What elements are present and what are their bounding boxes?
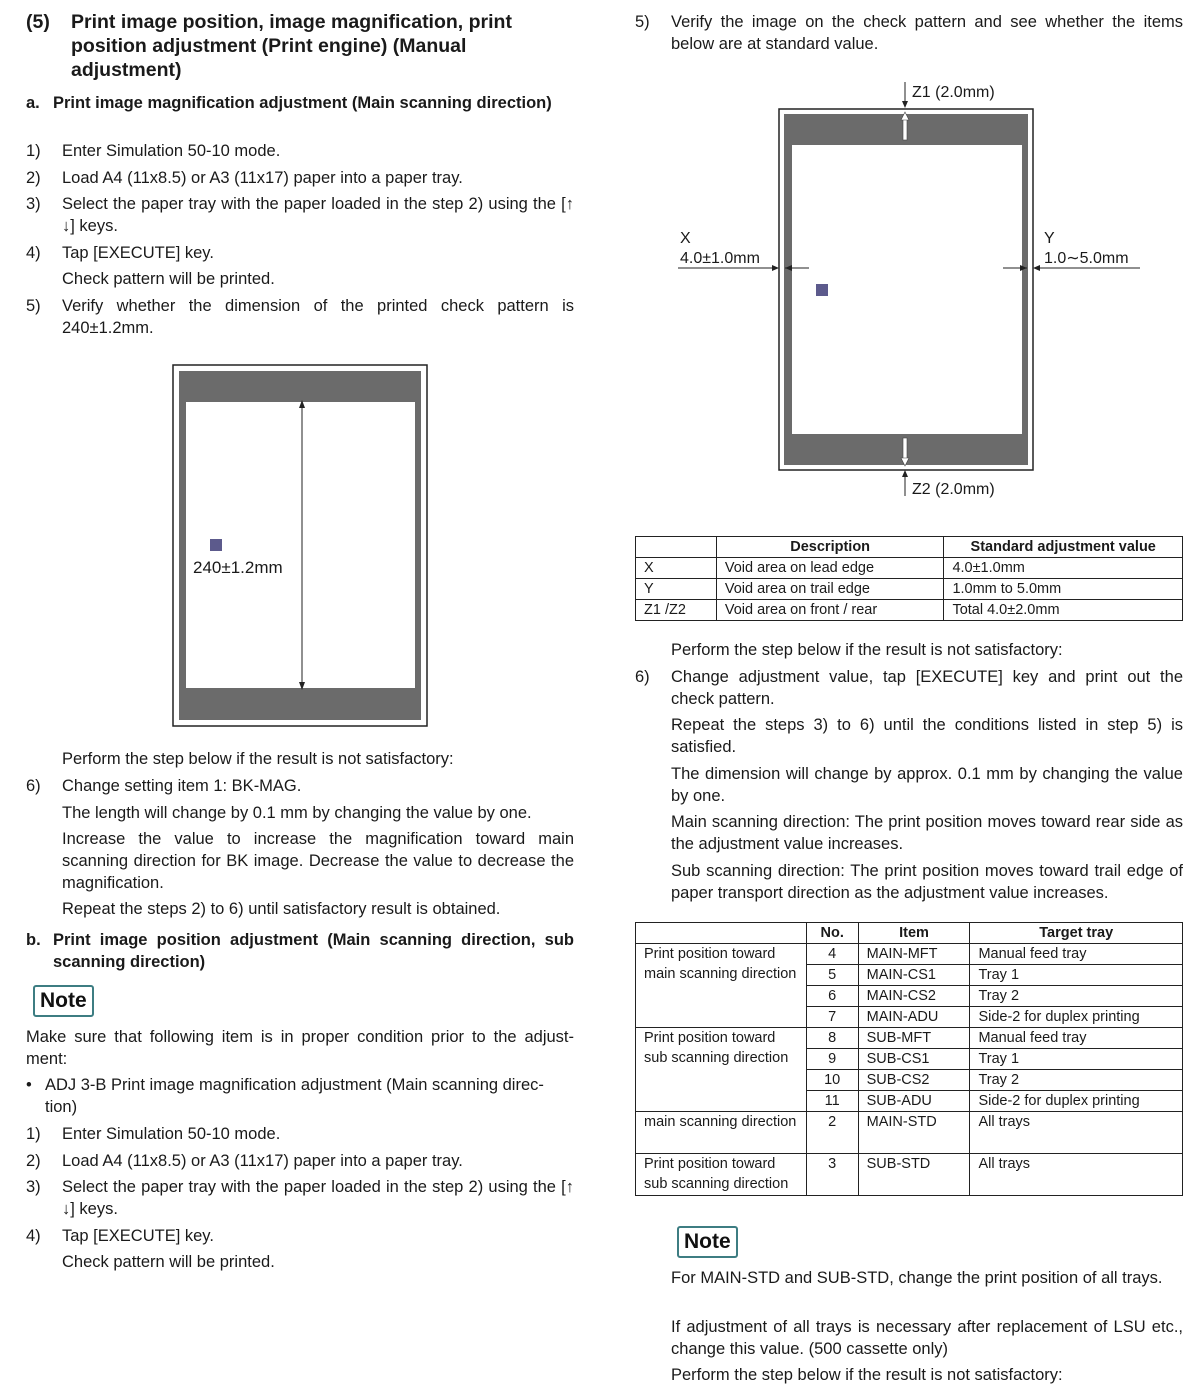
step-a-5: [26, 295, 574, 339]
step-number: 6): [26, 777, 41, 795]
group-label-cell: Print position toward sub scanning direction: [636, 1154, 807, 1196]
table-cell: Tray 1: [970, 1049, 1183, 1070]
group-label-cell: Print position toward main scanning direction: [636, 944, 807, 1028]
table-cell: SUB-CS2: [858, 1070, 970, 1091]
bullet-text: ADJ 3-B Print image magnification adjustment (Main scanning direc-tion): [45, 1076, 544, 1116]
table-cell: SUB-MFT: [858, 1028, 970, 1049]
table-cell: Total 4.0±2.0mm: [944, 600, 1183, 621]
table-cell: 1.0mm to 5.0mm: [944, 579, 1183, 600]
section-heading: [26, 10, 574, 82]
table-cell: 6: [806, 986, 858, 1007]
table-header-cell: [636, 923, 807, 944]
table-row: [636, 1154, 1183, 1196]
table-header-cell: Standard adjustment value: [944, 537, 1183, 558]
step-number: 4): [26, 1227, 41, 1245]
sub-label-a: a.: [26, 94, 40, 112]
table-cell: 4: [806, 944, 858, 965]
step-r-5: [635, 11, 1183, 55]
step-a-6-text3: [26, 898, 574, 920]
table-header-cell: Description: [716, 537, 944, 558]
step-text: Check pattern will be printed.: [62, 1253, 275, 1271]
step-text: The length will change by 0.1 mm by changing the value by one.: [62, 804, 532, 822]
step-b-2: [26, 1150, 574, 1172]
table-cell: Y: [636, 579, 717, 600]
step-text: Change setting item 1: BK-MAG.: [62, 777, 302, 795]
table-cell: MAIN-CS1: [858, 965, 970, 986]
step-r-6-text4: [635, 860, 1183, 904]
step-a-3: [26, 193, 574, 237]
table-cell: 3: [806, 1154, 858, 1196]
sub-label-b: b.: [26, 931, 41, 949]
y-value-label: 1.0∼5.0mm: [1044, 250, 1129, 267]
step-text: Tap [EXECUTE] key.: [62, 244, 214, 262]
group-label-cell: Print position toward sub scanning direction: [636, 1028, 807, 1112]
step-text: Enter Simulation 50-10 mode.: [62, 1125, 281, 1143]
table-cell: Tray 2: [970, 1070, 1183, 1091]
step-number: 2): [26, 169, 41, 187]
registration-square-icon: [816, 284, 828, 296]
step-number: 2): [26, 1152, 41, 1170]
table-cell: All trays: [970, 1154, 1183, 1196]
step-a-6: [26, 775, 574, 797]
section-title: Print image position, image magnification, print position adjustment (Print engine) (Manual adjustment): [71, 11, 512, 81]
step-a-perform: [26, 748, 574, 770]
note-paragraph: Perform the step below if the result is not satisfactory:: [671, 1366, 1063, 1384]
step-text: Load A4 (11x8.5) or A3 (11x17) paper into a paper tray.: [62, 169, 463, 187]
section-number: (5): [26, 11, 50, 33]
step-text: Perform the step below if the result is not satisfactory:: [62, 750, 454, 768]
table-cell: Side-2 for duplex printing: [970, 1091, 1183, 1112]
step-text: Increase the value to increase the magnification toward main scanning direction for BK image. Decrease the value to decrease the magnification.: [62, 830, 574, 892]
table-cell: Manual feed tray: [970, 944, 1183, 965]
note-badge: Note: [33, 985, 94, 1017]
step-text: Sub scanning direction: The print position moves toward trail edge of paper transport direction as the adjustment value increases.: [671, 862, 1183, 902]
table-cell: MAIN-CS2: [858, 986, 970, 1007]
step-number: 1): [26, 1125, 41, 1143]
group-label-cell: main scanning direction: [636, 1112, 807, 1154]
step-a-4: [26, 242, 574, 264]
bullet-mark: •: [26, 1076, 32, 1094]
note-bullet: [26, 1074, 574, 1118]
step-r-6-text3: [635, 811, 1183, 855]
magnification-dimension-label: 240±1.2mm: [193, 558, 283, 577]
sub-title-b: Print image position adjustment (Main scanning direction, sub scanning direction): [53, 931, 574, 971]
step-text: Change adjustment value, tap [EXECUTE] key and print out the check pattern.: [671, 668, 1183, 708]
step-number: 6): [635, 668, 650, 686]
step-text: Select the paper tray with the paper loaded in the step 2) using the [↑ ↓] keys.: [62, 195, 574, 235]
step-number: 5): [26, 297, 41, 315]
table-row: [636, 558, 1183, 579]
step-b-1: [26, 1123, 574, 1145]
adjustment-items-table: [635, 922, 1183, 1196]
step-number: 3): [26, 195, 41, 213]
table-cell: 11: [806, 1091, 858, 1112]
x-name-label: X: [680, 230, 691, 247]
step-b-4-note: [26, 1251, 574, 1273]
step-text: The dimension will change by approx. 0.1 mm by changing the value by one.: [671, 765, 1183, 805]
step-text: Load A4 (11x8.5) or A3 (11x17) paper into a paper tray.: [62, 1152, 463, 1170]
z2-label: Z2 (2.0mm): [912, 481, 995, 498]
table-cell: MAIN-STD: [858, 1112, 970, 1154]
sub-heading-a: [26, 92, 574, 114]
step-text: Check pattern will be printed.: [62, 270, 275, 288]
table-cell: SUB-ADU: [858, 1091, 970, 1112]
table-cell: MAIN-ADU: [858, 1007, 970, 1028]
step-text: Repeat the steps 2) to 6) until satisfactory result is obtained.: [62, 900, 501, 918]
table-cell: Manual feed tray: [970, 1028, 1183, 1049]
y-name-label: Y: [1044, 230, 1055, 247]
step-r-6-text2: [635, 763, 1183, 807]
table-row: [636, 600, 1183, 621]
registration-square-icon: [210, 539, 222, 551]
step-a-2: [26, 167, 574, 189]
table-header-cell: No.: [806, 923, 858, 944]
step-text: Tap [EXECUTE] key.: [62, 1227, 214, 1245]
table-cell: Void area on lead edge: [716, 558, 944, 579]
table-cell: Tray 1: [970, 965, 1183, 986]
x-value-label: 4.0±1.0mm: [680, 250, 760, 267]
step-r-6: [635, 666, 1183, 710]
step-a-4-note: [26, 268, 574, 290]
step-r-6-text1: [635, 714, 1183, 758]
magnification-pattern-figure: [172, 364, 428, 728]
table-cell: SUB-CS1: [858, 1049, 970, 1070]
table-cell: X: [636, 558, 717, 579]
step-text: Select the paper tray with the paper loaded in the step 2) using the [↑ ↓] keys.: [62, 1178, 574, 1218]
table-cell: 8: [806, 1028, 858, 1049]
step-text: Perform the step below if the result is not satisfactory:: [671, 641, 1063, 659]
table-header-cell: Target tray: [970, 923, 1183, 944]
note-text: Make sure that following item is in proper condition prior to the adjust-ment:: [26, 1028, 574, 1068]
position-pattern-figure: [675, 78, 1145, 503]
step-number: 3): [26, 1178, 41, 1196]
note-paragraph: For MAIN-STD and SUB-STD, change the print position of all trays.: [671, 1269, 1163, 1287]
step-a-6-text2: [26, 828, 574, 894]
table-header-cell: [636, 537, 717, 558]
table-cell: 7: [806, 1007, 858, 1028]
z1-label: Z1 (2.0mm): [912, 84, 995, 101]
table-cell: SUB-STD: [858, 1154, 970, 1196]
step-text: Main scanning direction: The print position moves toward rear side as the adjustment value increases.: [671, 813, 1183, 853]
table-cell: Z1 /Z2: [636, 600, 717, 621]
table-header-row: [636, 923, 1183, 944]
step-a-6-text1: [26, 802, 574, 824]
step-number: 4): [26, 244, 41, 262]
step-r-perform: [635, 639, 1183, 661]
table-cell: 4.0±1.0mm: [944, 558, 1183, 579]
table-row: [636, 944, 1183, 965]
table-cell: 5: [806, 965, 858, 986]
table-cell: 2: [806, 1112, 858, 1154]
note-badge: Note: [677, 1226, 738, 1258]
table-row: [636, 1028, 1183, 1049]
table-cell: All trays: [970, 1112, 1183, 1154]
standard-values-table: [635, 536, 1183, 621]
table-cell: Side-2 for duplex printing: [970, 1007, 1183, 1028]
table-cell: Tray 2: [970, 986, 1183, 1007]
table-cell: 10: [806, 1070, 858, 1091]
step-a-1: [26, 140, 574, 162]
sub-heading-b: [26, 929, 574, 973]
step-text: Repeat the steps 3) to 6) until the conditions listed in step 5) is satisfied.: [671, 716, 1183, 756]
step-b-3: [26, 1176, 574, 1220]
table-cell: Void area on front / rear: [716, 600, 944, 621]
step-text: Enter Simulation 50-10 mode.: [62, 142, 281, 160]
step-b-4: [26, 1225, 574, 1247]
table-cell: MAIN-MFT: [858, 944, 970, 965]
step-text: Verify whether the dimension of the printed check pattern is 240±1.2mm.: [62, 297, 574, 337]
table-row: [636, 1112, 1183, 1154]
note-paragraph: If adjustment of all trays is necessary after replacement of LSU etc., change this value. (500 cassette only): [671, 1318, 1183, 1358]
step-number: 5): [635, 13, 650, 31]
table-cell: 9: [806, 1049, 858, 1070]
step-number: 1): [26, 142, 41, 160]
table-header-row: [636, 537, 1183, 558]
table-cell: Void area on trail edge: [716, 579, 944, 600]
sub-title-a: Print image magnification adjustment (Main scanning direction): [53, 94, 552, 112]
step-text: Verify the image on the check pattern and see whether the items below are at standard value.: [671, 13, 1183, 53]
table-row: [636, 579, 1183, 600]
table-header-cell: Item: [858, 923, 970, 944]
